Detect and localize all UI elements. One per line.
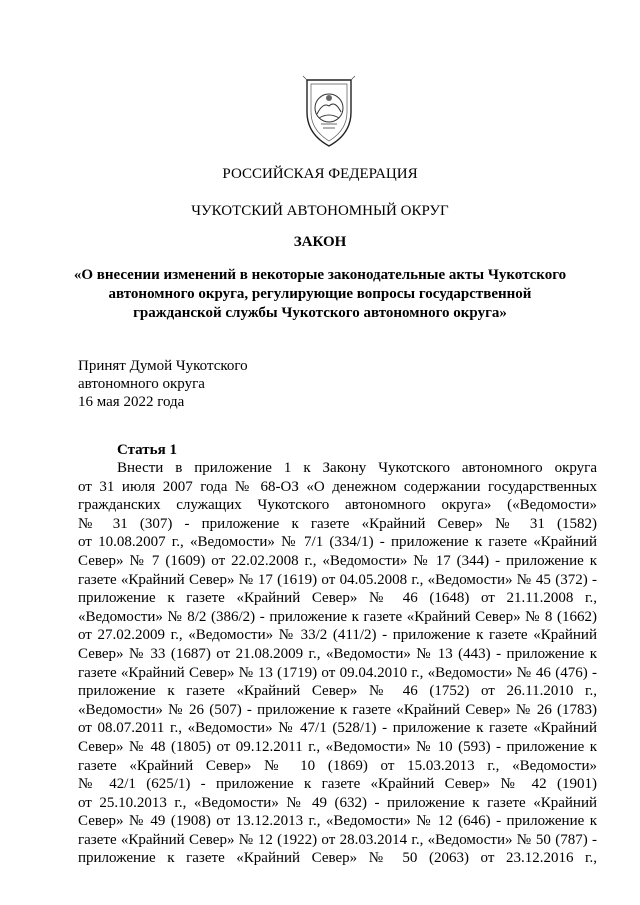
article-line: «Ведомости» № 8/2 (386/2) - приложение к газете «Крайний Север» № 8 (1662): [78, 608, 597, 625]
law-title-line: «О внесении изменений в некоторые законодательные акты Чукотского: [73, 267, 567, 283]
article-line: Север» № 49 (1908) от 13.12.2013 г., «Ведомости» № 12 (646) - приложение к: [78, 813, 597, 830]
article-line: от 27.02.2009 г., «Ведомости» № 33/2 (411/2) - приложение к газете «Крайний: [78, 627, 597, 644]
article-line: от 10.08.2007 г., «Ведомости» № 7/1 (334/1) - приложение к газете «Крайний: [78, 534, 597, 551]
country-heading: РОССИЙСКАЯ ФЕДЕРАЦИЯ: [222, 166, 418, 182]
article-line: приложение к газете «Крайний Север» № 46 (1648) от 21.11.2008 г.,: [78, 590, 597, 607]
article-line: «Ведомости» № 26 (507) - приложение к газете «Крайний Север» № 26 (1783): [78, 701, 597, 718]
adoption-note: [78, 357, 248, 411]
law-title-line: гражданской службы Чукотского автономного округа»: [133, 305, 507, 321]
article-line: Север» № 7 (1609) от 22.02.2008 г., «Ведомости» № 17 (344) - приложение к: [78, 552, 597, 569]
law-title-line: автономного округа, регулирующие вопросы государственной: [108, 286, 532, 302]
article-line: от 25.10.2013 г., «Ведомости» № 49 (632) - приложение к газете «Крайний: [78, 794, 597, 811]
article-line: газете «Крайний Север» № 10 (1869) от 15.03.2013 г., «Ведомости»: [78, 757, 597, 774]
article-line: приложение к газете «Крайний Север» № 50 (2063) от 23.12.2016 г.,: [78, 850, 597, 867]
article-line: гражданских служащих Чукотского автономного округа» («Ведомости»: [78, 497, 597, 514]
region-heading: ЧУКОТСКИЙ АВТОНОМНЫЙ ОКРУГ: [191, 203, 449, 219]
article-line: приложение к газете «Крайний Север» № 46 (1752) от 26.11.2010 г.,: [78, 683, 597, 700]
article-body: [78, 459, 597, 868]
article-line: от 08.07.2011 г., «Ведомости» № 47/1 (528/1) - приложение к газете «Крайний: [78, 720, 597, 737]
article-heading: Статья 1: [117, 442, 177, 458]
coat-of-arms-emblem-icon: [293, 72, 365, 150]
article-line: Север» № 48 (1805) от 09.12.2011 г., «Ведомости» № 10 (593) - приложение к: [78, 738, 597, 755]
article-line: от 31 июля 2007 года № 68-ОЗ «О денежном содержании государственных: [78, 478, 597, 495]
law-title: [0, 266, 640, 323]
article-line: № 42/1 (625/1) - приложение к газете «Крайний Север» № 42 (1901): [78, 776, 597, 793]
article-line: Внести в приложение 1 к Закону Чукотского автономного округа: [117, 460, 597, 476]
adoption-date: 16 мая 2022 года: [78, 394, 185, 410]
article-line: газете «Крайний Север» № 12 (1922) от 28.03.2014 г., «Ведомости» № 50 (787) -: [78, 831, 597, 848]
document-type-heading: ЗАКОН: [293, 234, 347, 250]
article-line: Север» № 33 (1687) от 21.08.2009 г., «Ведомости» № 13 (443) - приложение к: [78, 645, 597, 662]
article-line: № 31 (307) - приложение к газете «Крайний Север» № 31 (1582): [78, 515, 597, 532]
article-line: газете «Крайний Север» № 17 (1619) от 04.05.2008 г., «Ведомости» № 45 (372) -: [78, 571, 597, 588]
adoption-line: автономного округа: [78, 376, 205, 392]
article-line: газете «Крайний Север» № 13 (1719) от 09.04.2010 г., «Ведомости» № 46 (476) -: [78, 664, 597, 681]
adoption-line: Принят Думой Чукотского: [78, 358, 248, 374]
